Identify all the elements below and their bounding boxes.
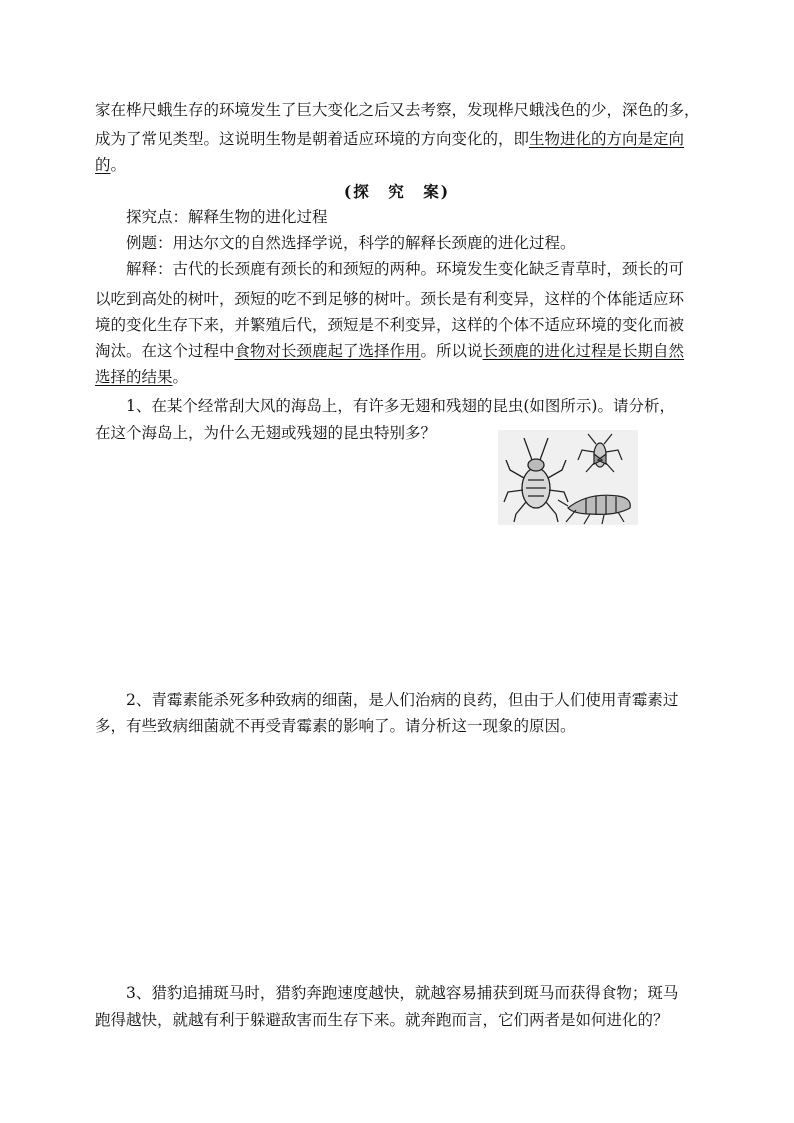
intro-underlined-end: 的: [95, 156, 111, 174]
insects-illustration-icon: [498, 430, 638, 525]
explain-line-2: 以吃到高处的树叶，颈短的吃不到足够的树叶。颈长是有利变异，这样的个体能适应环: [95, 290, 685, 308]
explain-line-1: 解释：古代的长颈鹿有颈长的和颈短的两种。环境发生变化缺乏青草时，颈长的可: [126, 260, 685, 278]
question-1-line-1: 1、在某个经常刮大风的海岛上，有许多无翅和残翅的昆虫(如图所示)。请分析，: [126, 397, 675, 415]
question-3-line-2: 跑得越快，就越有利于躲避敌害而生存下来。就奔跑而言，它们两者是如何进化的？: [95, 1011, 669, 1029]
intro-line-2-text: 成为了常见类型。这说明生物是朝着适应环境的方向变化的，即: [95, 130, 530, 148]
explain-underline-conclusion: 长颈鹿的进化过程是长期自然: [482, 342, 685, 360]
example-line: 例题：用达尔文的自然选择学说，科学的解释长颈鹿的进化过程。: [126, 234, 576, 252]
explain-underline-result: 选择的结果: [95, 368, 173, 386]
explain-line-4: [95, 341, 684, 361]
explain-underline-selection: 食物对长颈鹿起了选择作用: [234, 342, 421, 360]
intro-line-2: [95, 129, 684, 149]
explain-line-4-b: 。所以说: [420, 342, 483, 360]
explain-line-4-a: 淘汰。在这个过程中: [95, 342, 235, 360]
question-1-line-2: 在这个海岛上，为什么无翅或残翅的昆虫特别多？: [95, 424, 437, 442]
section-title: (探 究 案): [343, 182, 451, 201]
question-2-line-1: 2、青霉素能杀死多种致病的细菌，是人们治病的良药，但由于人们使用青霉素过: [126, 691, 679, 709]
topic-line: 探究点：解释生物的进化过程: [126, 208, 328, 226]
explain-line-5: [95, 367, 188, 387]
intro-line-3: [95, 155, 126, 175]
intro-line-3-end: 。: [110, 156, 127, 174]
question-2-line-2: 多，有些致病细菌就不再受青霉素的影响了。请分析这一现象的原因。: [95, 717, 576, 735]
question-3-line-1: 3、猎豹追捕斑马时，猎豹奔跑速度越快，就越容易捕获到斑马而获得食物；斑马: [126, 984, 679, 1002]
intro-underlined-conclusion: 生物进化的方向是定向: [529, 130, 685, 148]
explain-line-5-end: 。: [172, 368, 189, 386]
explain-line-3: 境的变化生存下来，并繁殖后代，颈短是不利变异，这样的个体不适应环境的变化而被: [95, 316, 685, 334]
intro-line-1: 家在桦尺蛾生存的环境发生了巨大变化之后又去考察，发现桦尺蛾浅色的少，深色的多，: [95, 101, 700, 119]
